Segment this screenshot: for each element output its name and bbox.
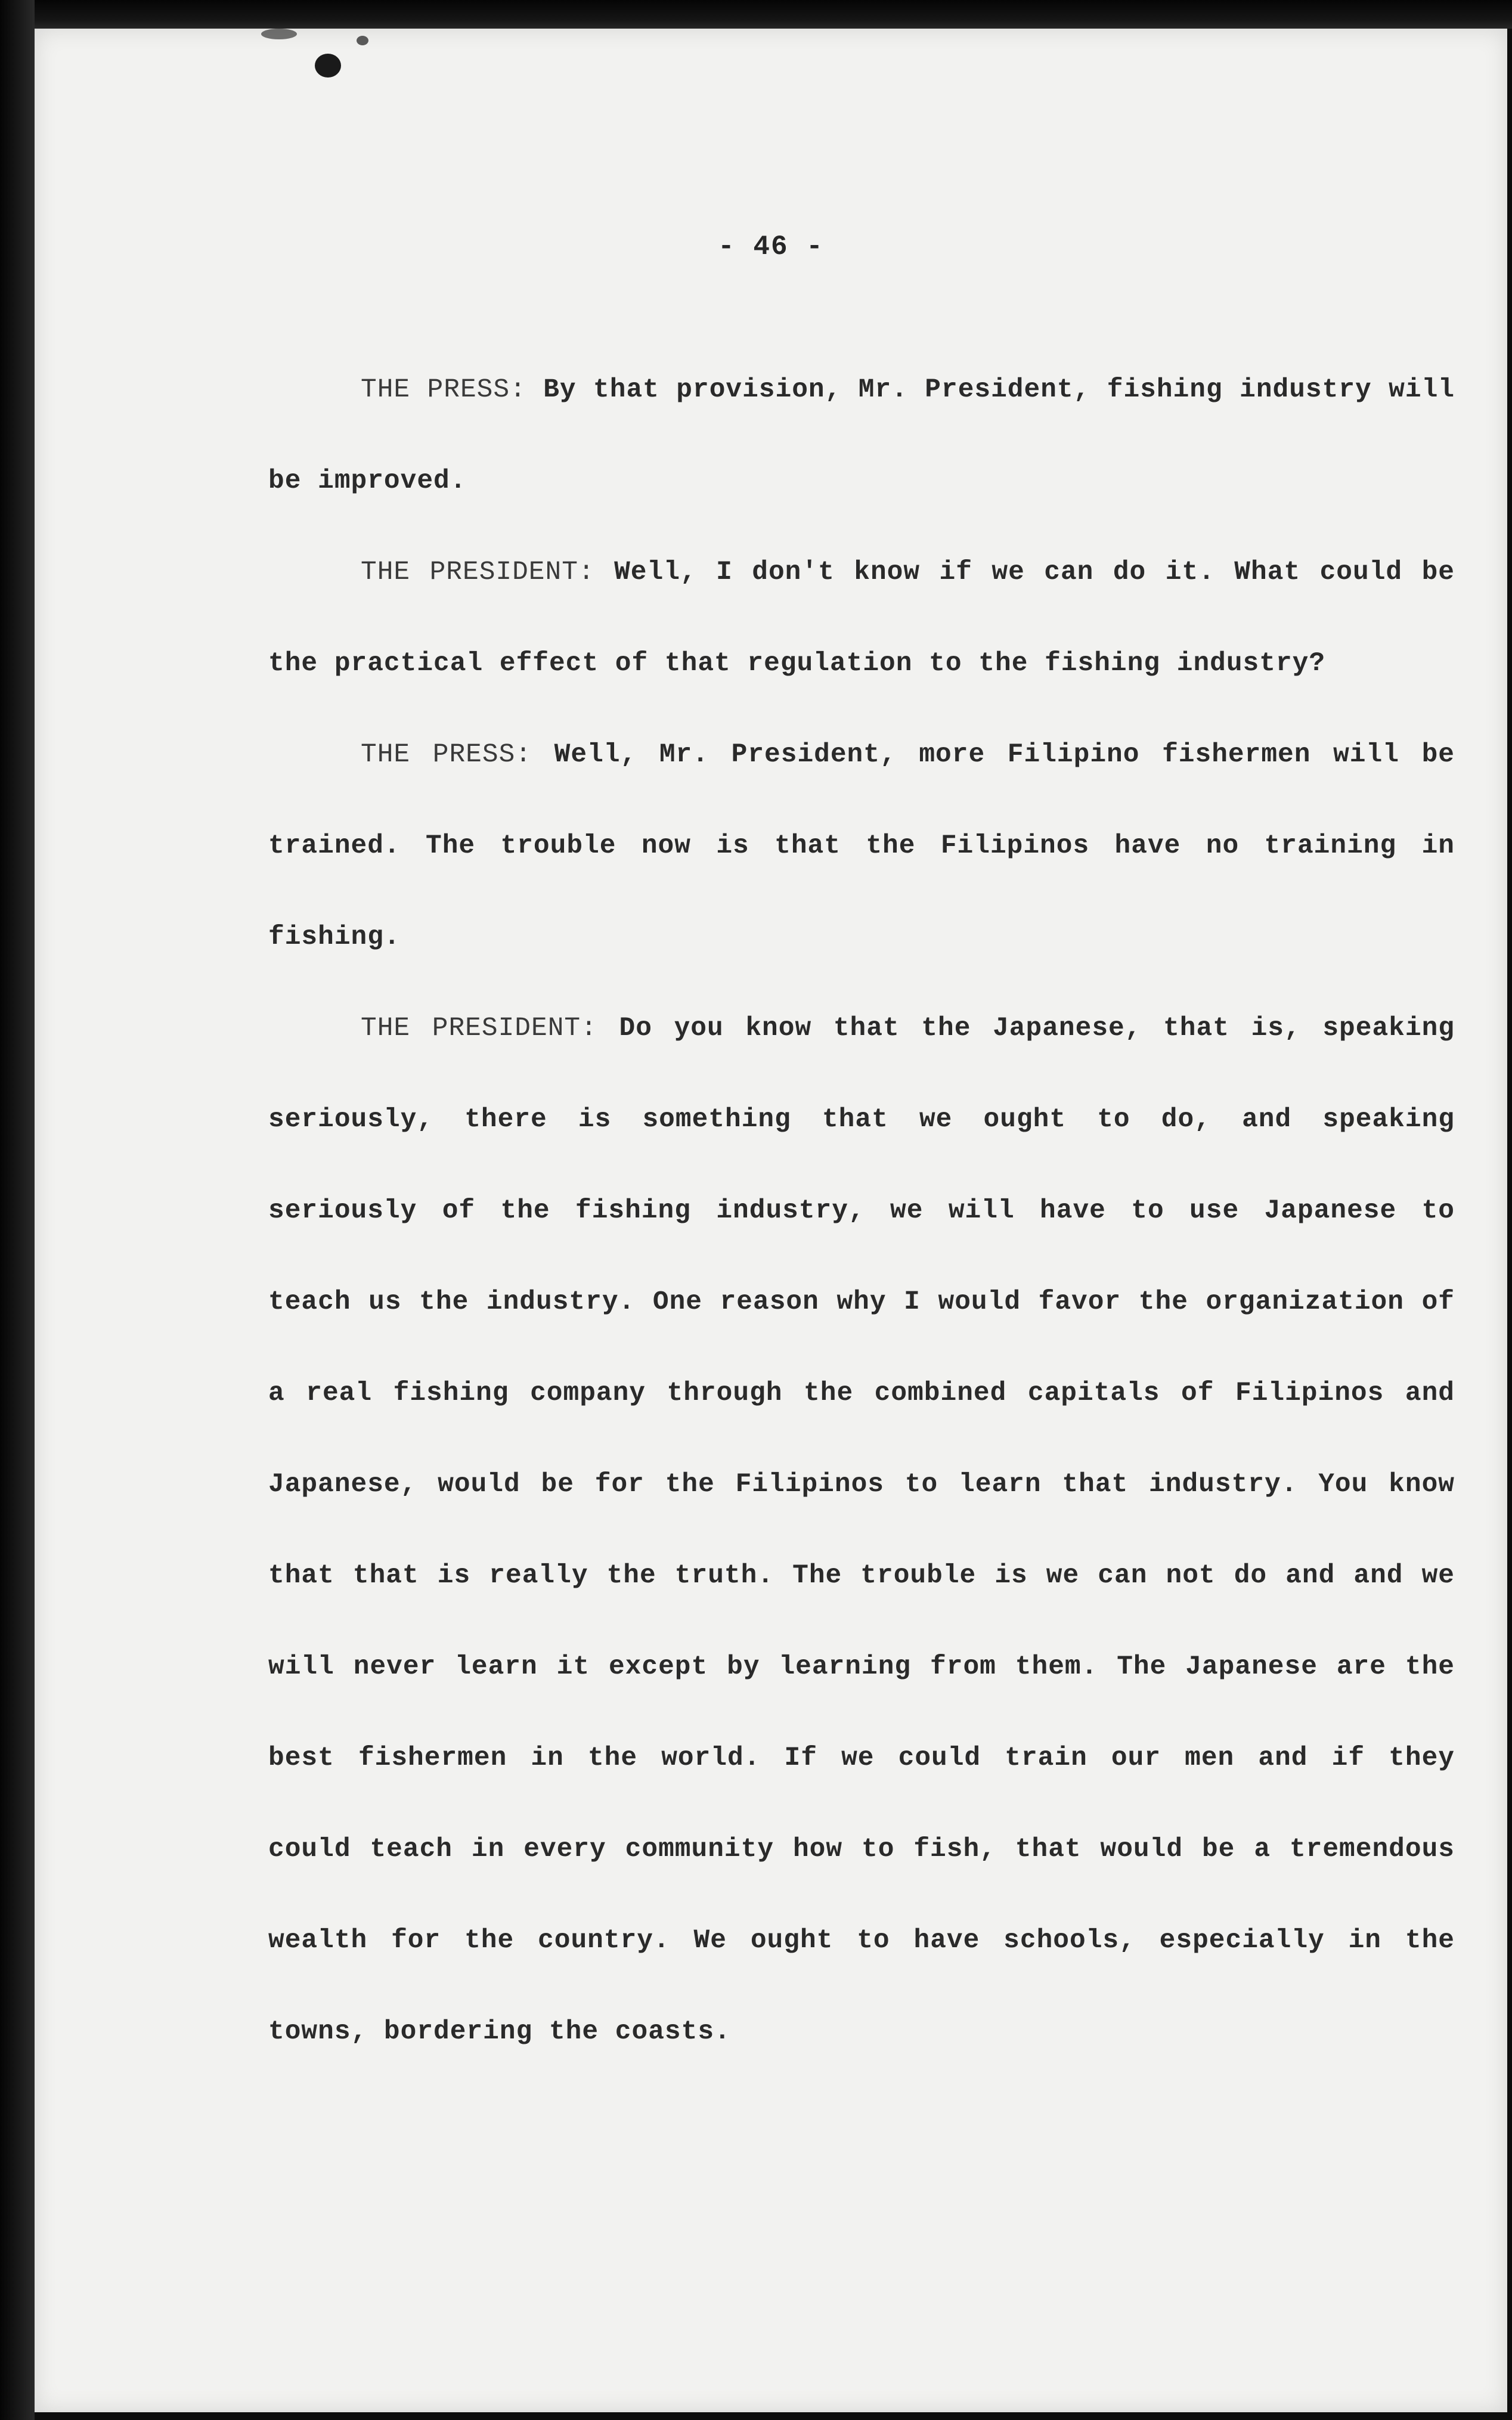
- paragraph-text: By that provision, Mr. President, fishing industry will be improved.: [268, 375, 1455, 496]
- paragraph: [268, 709, 1455, 983]
- speaker-label: THE PRESS:: [361, 375, 526, 405]
- paragraph: [268, 345, 1455, 527]
- speaker-label: THE PRESS:: [361, 740, 532, 770]
- paragraph: [268, 983, 1455, 2078]
- ink-speck: [357, 36, 368, 45]
- ink-speck: [315, 54, 341, 78]
- ink-speck: [261, 29, 297, 39]
- page-number: - 46 -: [718, 231, 824, 262]
- speaker-label: THE PRESIDENT:: [361, 557, 595, 587]
- document-page: [35, 29, 1507, 2412]
- scan-left-edge: [0, 0, 35, 2420]
- transcript-body: [268, 345, 1455, 2078]
- scan-top-edge: [0, 0, 1512, 29]
- paragraph-text: Do you know that the Japanese, that is, speaking seriously, there is something that we ought to do, and speaking seriously of the fishing industry, we will have to use Japanese to teach us the industry. One reason why I would favor the organization of a real fishing company through the combined capitals of Filipinos and Japanese, would be for the Filipinos to learn that industry. You know that that is really the truth. The trouble is we can not do and and we will never learn it except by learning from them. The Japanese are the best fishermen in the world. If we could train our men and if they could teach in every community how to fish, that would be a tremendous wealth for the country. We ought to have schools, especially in the towns, bordering the coasts.: [268, 1014, 1455, 2047]
- speaker-label: THE PRESIDENT:: [361, 1014, 597, 1043]
- paragraph-text: Well, I don't know if we can do it. What could be the practical effect of that regulation to the fishing industry?: [268, 557, 1455, 678]
- paragraph-text: Well, Mr. President, more Filipino fishermen will be trained. The trouble now is that the Filipinos have no training in fishing.: [268, 740, 1455, 952]
- paragraph: [268, 527, 1455, 709]
